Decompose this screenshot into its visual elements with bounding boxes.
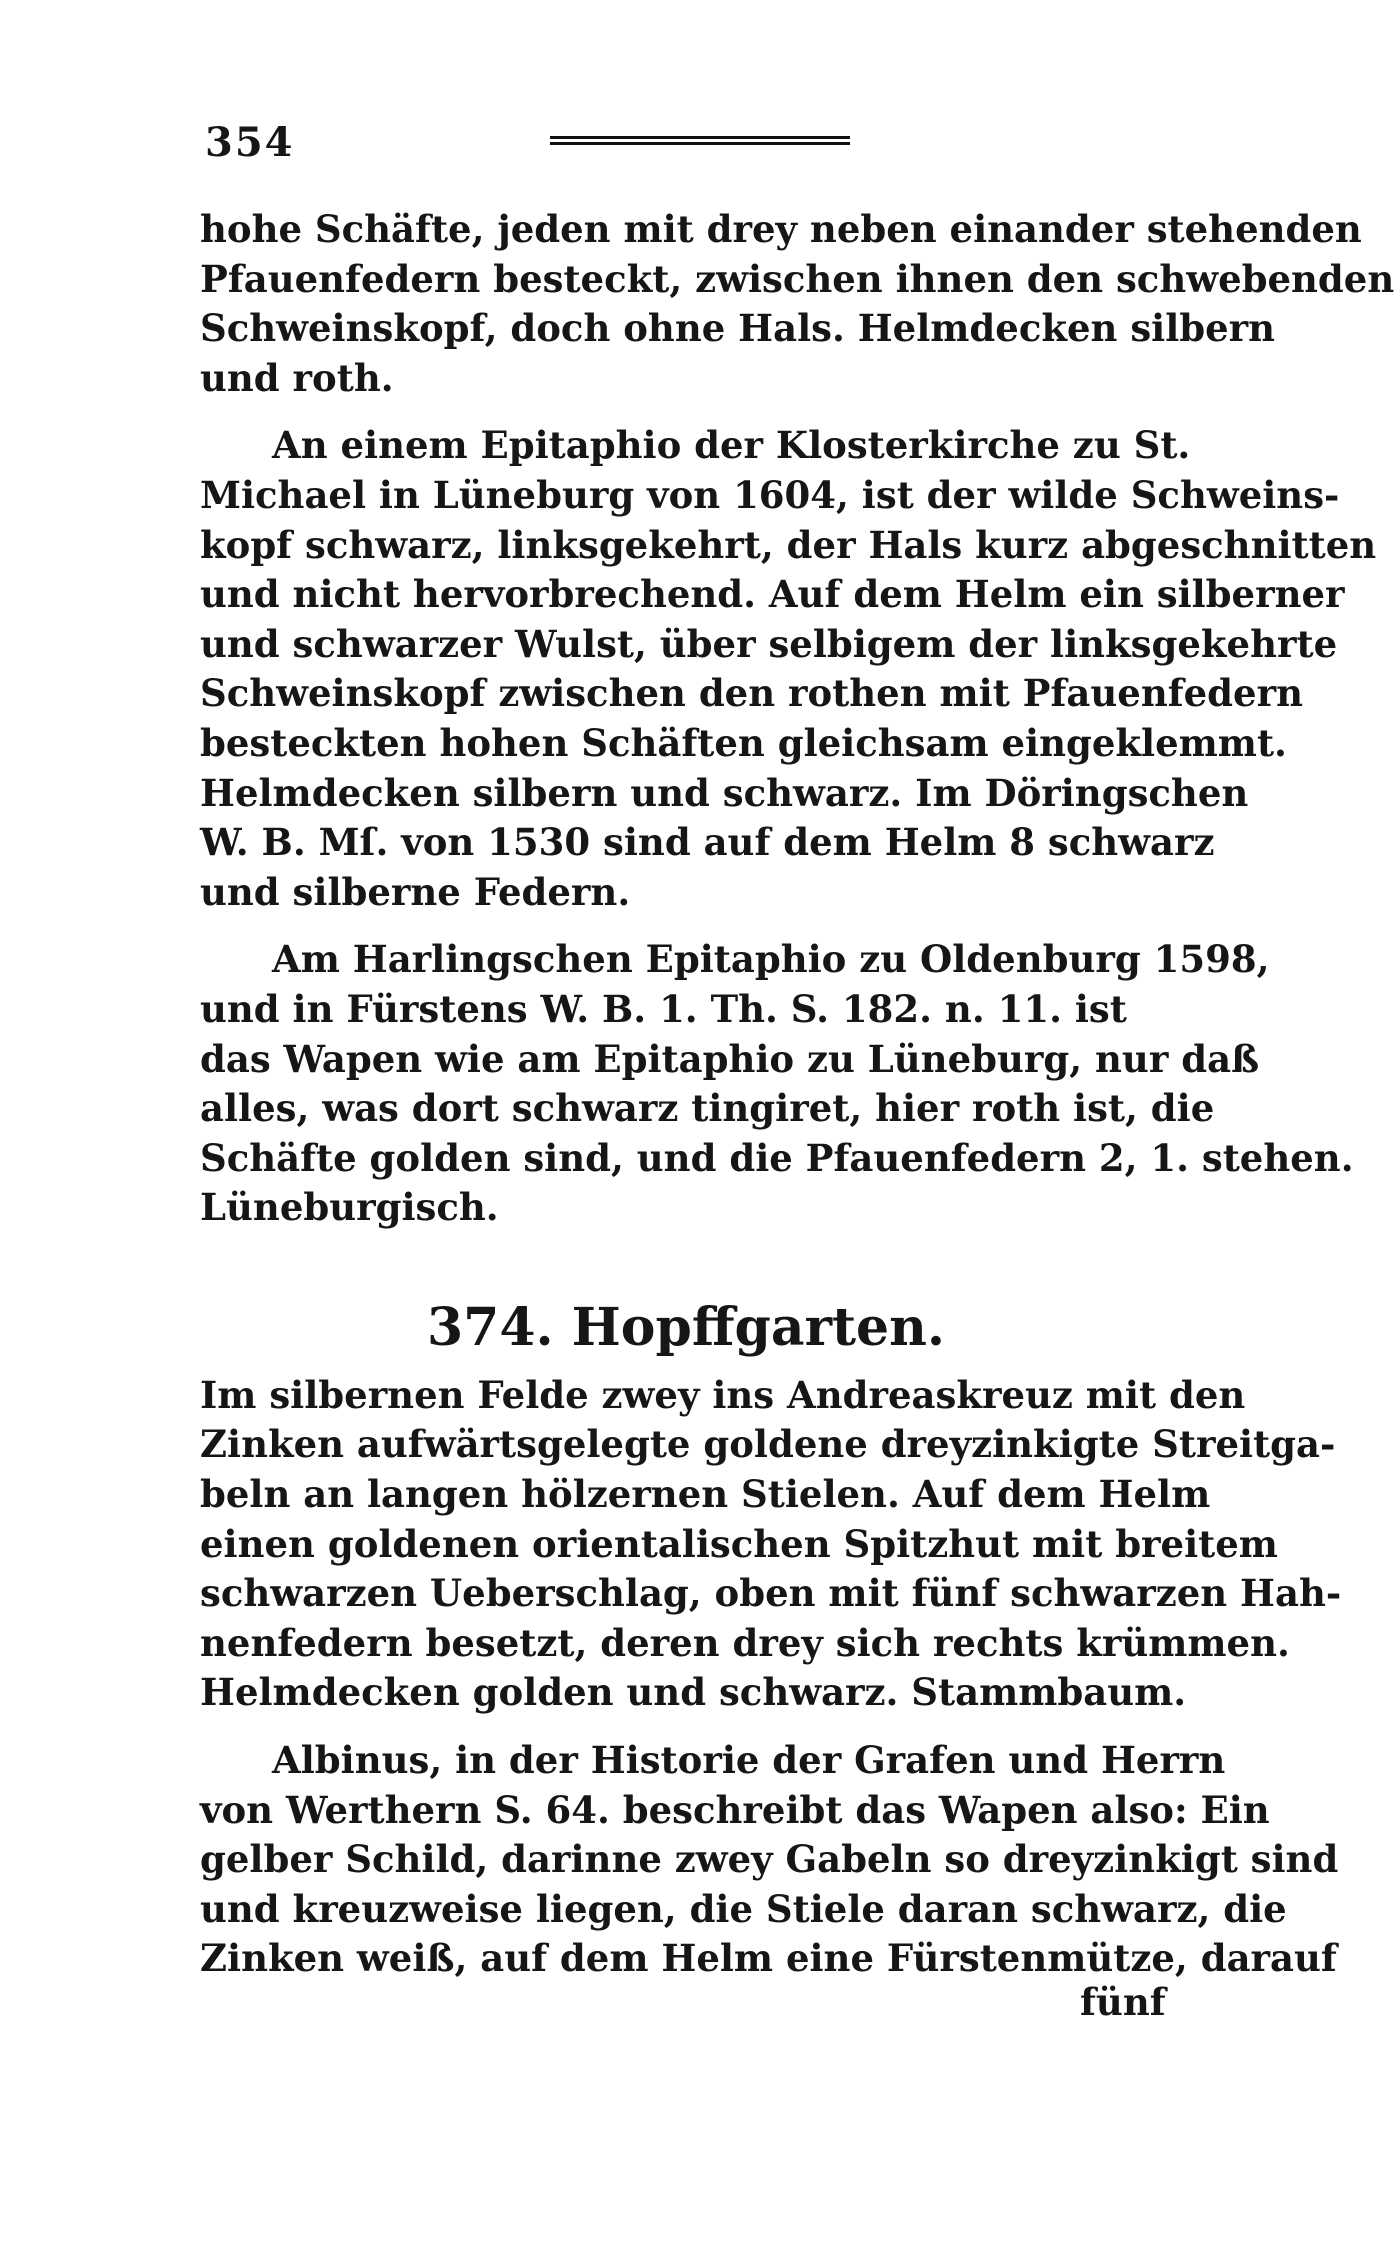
paragraph-albinus xyxy=(200,1736,1339,1984)
section-heading xyxy=(200,1295,1172,1361)
text-line: einen goldenen orientalischen Spitzhut mit breitem xyxy=(200,1521,1278,1566)
text-line: W. B. Mſ. von 1530 sind auf dem Helm 8 schwarz xyxy=(200,820,1215,865)
text-line: Helmdecken golden und schwarz. Stammbaum. xyxy=(200,1670,1187,1715)
text-line: Pfauenfedern besteckt, zwischen ihnen den schwebenden xyxy=(200,256,1394,301)
text-line: von Werthern S. 64. beschreibt das Wapen also: Ein xyxy=(200,1787,1270,1832)
text-line: Zinken aufwärtsgelegte goldene dreyzinkigte Streitga- xyxy=(200,1422,1336,1467)
text-line: An einem Epitaphio der Klosterkirche zu St. xyxy=(272,423,1191,468)
header-rule xyxy=(550,136,850,148)
catchword: fünf xyxy=(1080,1980,1166,2024)
text-line: gelber Schild, darinne zwey Gabeln so dreyzinkigt sind xyxy=(200,1837,1339,1882)
text-line: Schweinskopf zwischen den rothen mit Pfauenfedern xyxy=(200,671,1303,716)
text-line: schwarzen Ueberschlag, oben mit fünf schwarzen Hah- xyxy=(200,1571,1342,1616)
text-line: besteckten hohen Schäften gleichsam eingeklemmt. xyxy=(200,720,1287,765)
text-line: Schweinskopf, doch ohne Hals. Helmdecken silbern xyxy=(200,306,1276,351)
text-line: Im silbernen Felde zwey ins Andreaskreuz mit den xyxy=(200,1372,1246,1417)
text-line: beln an langen hölzernen Stielen. Auf dem Helm xyxy=(200,1472,1211,1517)
text-line: alles, was dort schwarz tingiret, hier roth ist, die xyxy=(200,1086,1215,1131)
page-body xyxy=(200,205,1394,1984)
page-header xyxy=(205,118,1165,178)
text-line: Schäfte golden sind, und die Pfauenfedern 2, 1. stehen. xyxy=(200,1135,1354,1180)
text-line: Lüneburgisch. xyxy=(200,1185,499,1230)
text-line: und schwarzer Wulst, über selbigem der linksgekehrte xyxy=(200,621,1338,666)
section-number: 374. xyxy=(427,1296,554,1358)
text-line: das Wapen wie am Epitaphio zu Lüneburg, nur daß xyxy=(200,1036,1260,1081)
text-line: Zinken weiß, auf dem Helm eine Fürstenmütze, darauf xyxy=(200,1936,1337,1981)
section-title: Hopffgarten. xyxy=(571,1296,945,1358)
text-line: nenfedern besetzt, deren drey sich rechts krümmen. xyxy=(200,1620,1290,1665)
paragraph-epitaph-lueneburg xyxy=(200,421,1377,917)
text-line: kopf schwarz, linksgekehrt, der Hals kurz abgeschnitten xyxy=(200,522,1377,567)
text-line: und in Fürstens W. B. 1. Th. S. 182. n. 11. ist xyxy=(200,986,1127,1031)
paragraph-continued xyxy=(200,205,1394,403)
text-line: und silberne Federn. xyxy=(200,869,631,914)
text-line: und nicht hervorbrechend. Auf dem Helm ein silberner xyxy=(200,572,1345,617)
paragraph-epitaph-oldenburg xyxy=(200,935,1354,1233)
text-line: und roth. xyxy=(200,355,394,400)
page-number: 354 xyxy=(205,119,295,166)
text-line: Albinus, in der Historie der Grafen und Herrn xyxy=(272,1738,1226,1783)
paragraph-blazon xyxy=(200,1371,1342,1718)
text-line: und kreuzweise liegen, die Stiele daran schwarz, die xyxy=(200,1886,1287,1931)
text-line: Am Harlingschen Epitaphio zu Oldenburg 1598, xyxy=(272,937,1270,982)
text-line: hohe Schäfte, jeden mit drey neben einander stehenden xyxy=(200,207,1362,251)
text-line: Michael in Lüneburg von 1604, ist der wilde Schweins- xyxy=(200,472,1340,517)
text-line: Helmdecken silbern und schwarz. Im Döringschen xyxy=(200,770,1249,815)
